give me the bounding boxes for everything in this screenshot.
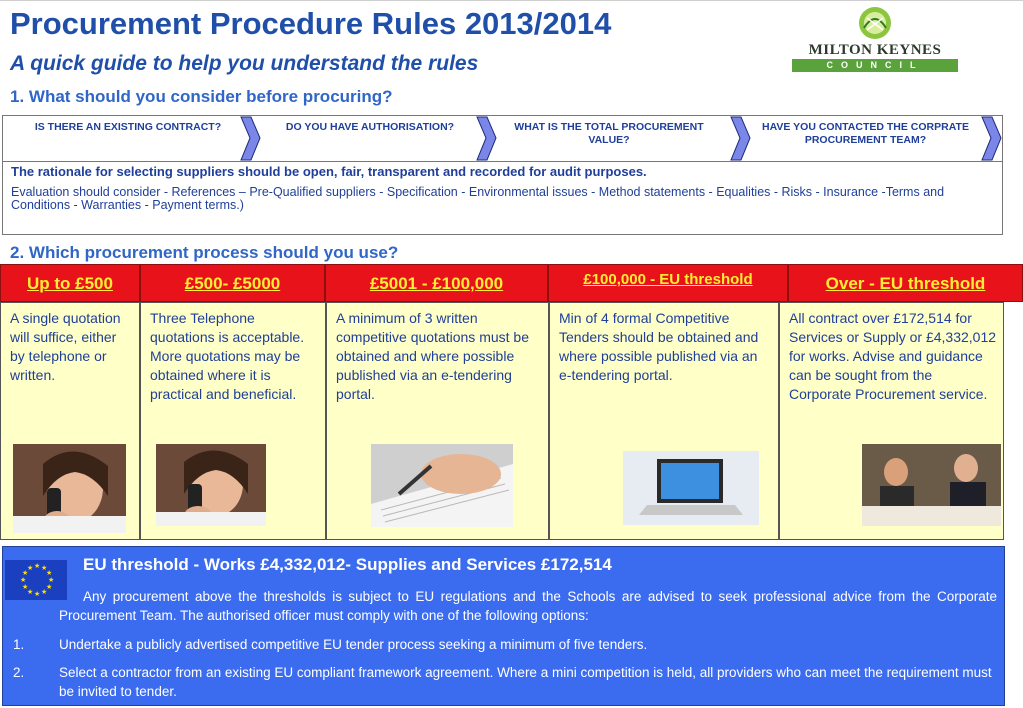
council-logo (790, 6, 960, 72)
threshold-header-5001-100000: £5001 - £100,000 (325, 264, 548, 302)
eu-option-number: 2. (13, 665, 25, 680)
panel-divider (3, 161, 1002, 162)
threshold-cell-up-to-500 (0, 302, 140, 540)
threshold-cell-100000-eu (549, 302, 779, 540)
question-authorisation: DO YOU HAVE AUTHORISATION? (285, 121, 455, 133)
svg-text:★: ★ (22, 569, 29, 577)
svg-text:★: ★ (22, 583, 29, 591)
logo-name: MILTON KEYNES (808, 42, 942, 58)
eu-threshold-panel (2, 546, 1005, 706)
threshold-header-100000-eu: £100,000 - EU threshold (548, 264, 788, 302)
question-procurement-value: WHAT IS THE TOTAL PROCUREMENT VALUE? (514, 121, 704, 146)
rationale-text: The rationale for selecting suppliers should be open, fair, transparent and recorded for audit purposes. (11, 164, 647, 179)
eu-threshold-paragraph: Any procurement above the thresholds is subject to EU regulations and the Schools are advised to seek professional advice from the Corporate Procurement Team. The authorised officer must comply with one of the following options: (59, 589, 997, 623)
threshold-cell-500-5000 (140, 302, 326, 540)
page-title: Procurement Procedure Rules 2013/2014 (10, 6, 612, 41)
svg-text:★: ★ (46, 569, 53, 577)
threshold-description: A minimum of 3 written competitive quotations must be obtained and where possible published via an e-tendering portal. (336, 310, 529, 402)
question-procurement-team: HAVE YOU CONTACTED THE CORPRATE PROCUREMENT TEAM? (762, 121, 969, 146)
svg-text:★: ★ (48, 576, 55, 584)
threshold-cell-over-eu (779, 302, 1004, 540)
eu-threshold-heading: EU threshold - Works £4,332,012- Supplies and Services £172,514 (83, 555, 612, 574)
section-heading-2: 2. Which procurement process should you use? (10, 243, 399, 262)
question-existing-contract: IS THERE AN EXISTING CONTRACT? (34, 121, 222, 133)
section-heading-1: 1. What should you consider before procuring? (10, 87, 393, 106)
threshold-description: All contract over £172,514 for Services or Supply or £4,332,012 for works. Advise and guidance can be sought from the Corporate Procurement service. (789, 310, 997, 402)
svg-text:★: ★ (41, 588, 48, 596)
logo-council: COUNCIL (792, 59, 958, 72)
eu-option-2: Select a contractor from an existing EU compliant framework agreement. Where a mini competition is held, all providers who can meet the requirement must be invited to tender. (59, 665, 992, 699)
top-rule (0, 0, 1023, 1)
threshold-description: A single quotation will suffice, either by telephone or written. (10, 310, 121, 383)
page-subtitle: A quick guide to help you understand the rules (10, 52, 479, 75)
svg-text:★: ★ (34, 562, 41, 570)
svg-text:★: ★ (34, 590, 41, 598)
threshold-header-row (0, 264, 1023, 302)
woman-on-phone-photo (13, 444, 126, 533)
threshold-header-500-5000: £500- £5000 (140, 264, 325, 302)
eu-option-1: Undertake a publicly advertised competitive EU tender process seeking a minimum of five tenders. (59, 637, 648, 652)
woman-on-phone-photo (156, 444, 266, 526)
laptop-photo (623, 451, 759, 525)
logo-emblem-icon (790, 6, 960, 42)
evaluation-text: Evaluation should consider - References – Pre-Qualified suppliers - Specification - Environmental issues - Method statements - Equalities - Risks - Insurance -Terms and Conditions - Warranties - Payment terms.) (11, 185, 945, 212)
svg-text:★: ★ (41, 564, 48, 572)
eu-option-number: 1. (13, 637, 25, 652)
eu-flag-icon (5, 560, 67, 600)
threshold-header-over-eu: Over - EU threshold (788, 264, 1023, 302)
svg-text:★: ★ (27, 564, 34, 572)
threshold-description: Min of 4 formal Competitive Tenders should be obtained and where possible published via an e-tendering portal. (559, 310, 759, 383)
svg-text:★: ★ (46, 583, 53, 591)
svg-text:★: ★ (20, 576, 27, 584)
threshold-cell-5001-100000 (326, 302, 549, 540)
threshold-header-up-to-500: Up to £500 (0, 264, 140, 302)
svg-text:★: ★ (27, 588, 34, 596)
business-meeting-photo (862, 444, 1001, 526)
signing-document-photo (371, 444, 513, 527)
threshold-description: Three Telephone quotations is acceptable. More quotations may be obtained where it is practical and beneficial. (150, 310, 305, 402)
considerations-panel (2, 115, 1003, 235)
